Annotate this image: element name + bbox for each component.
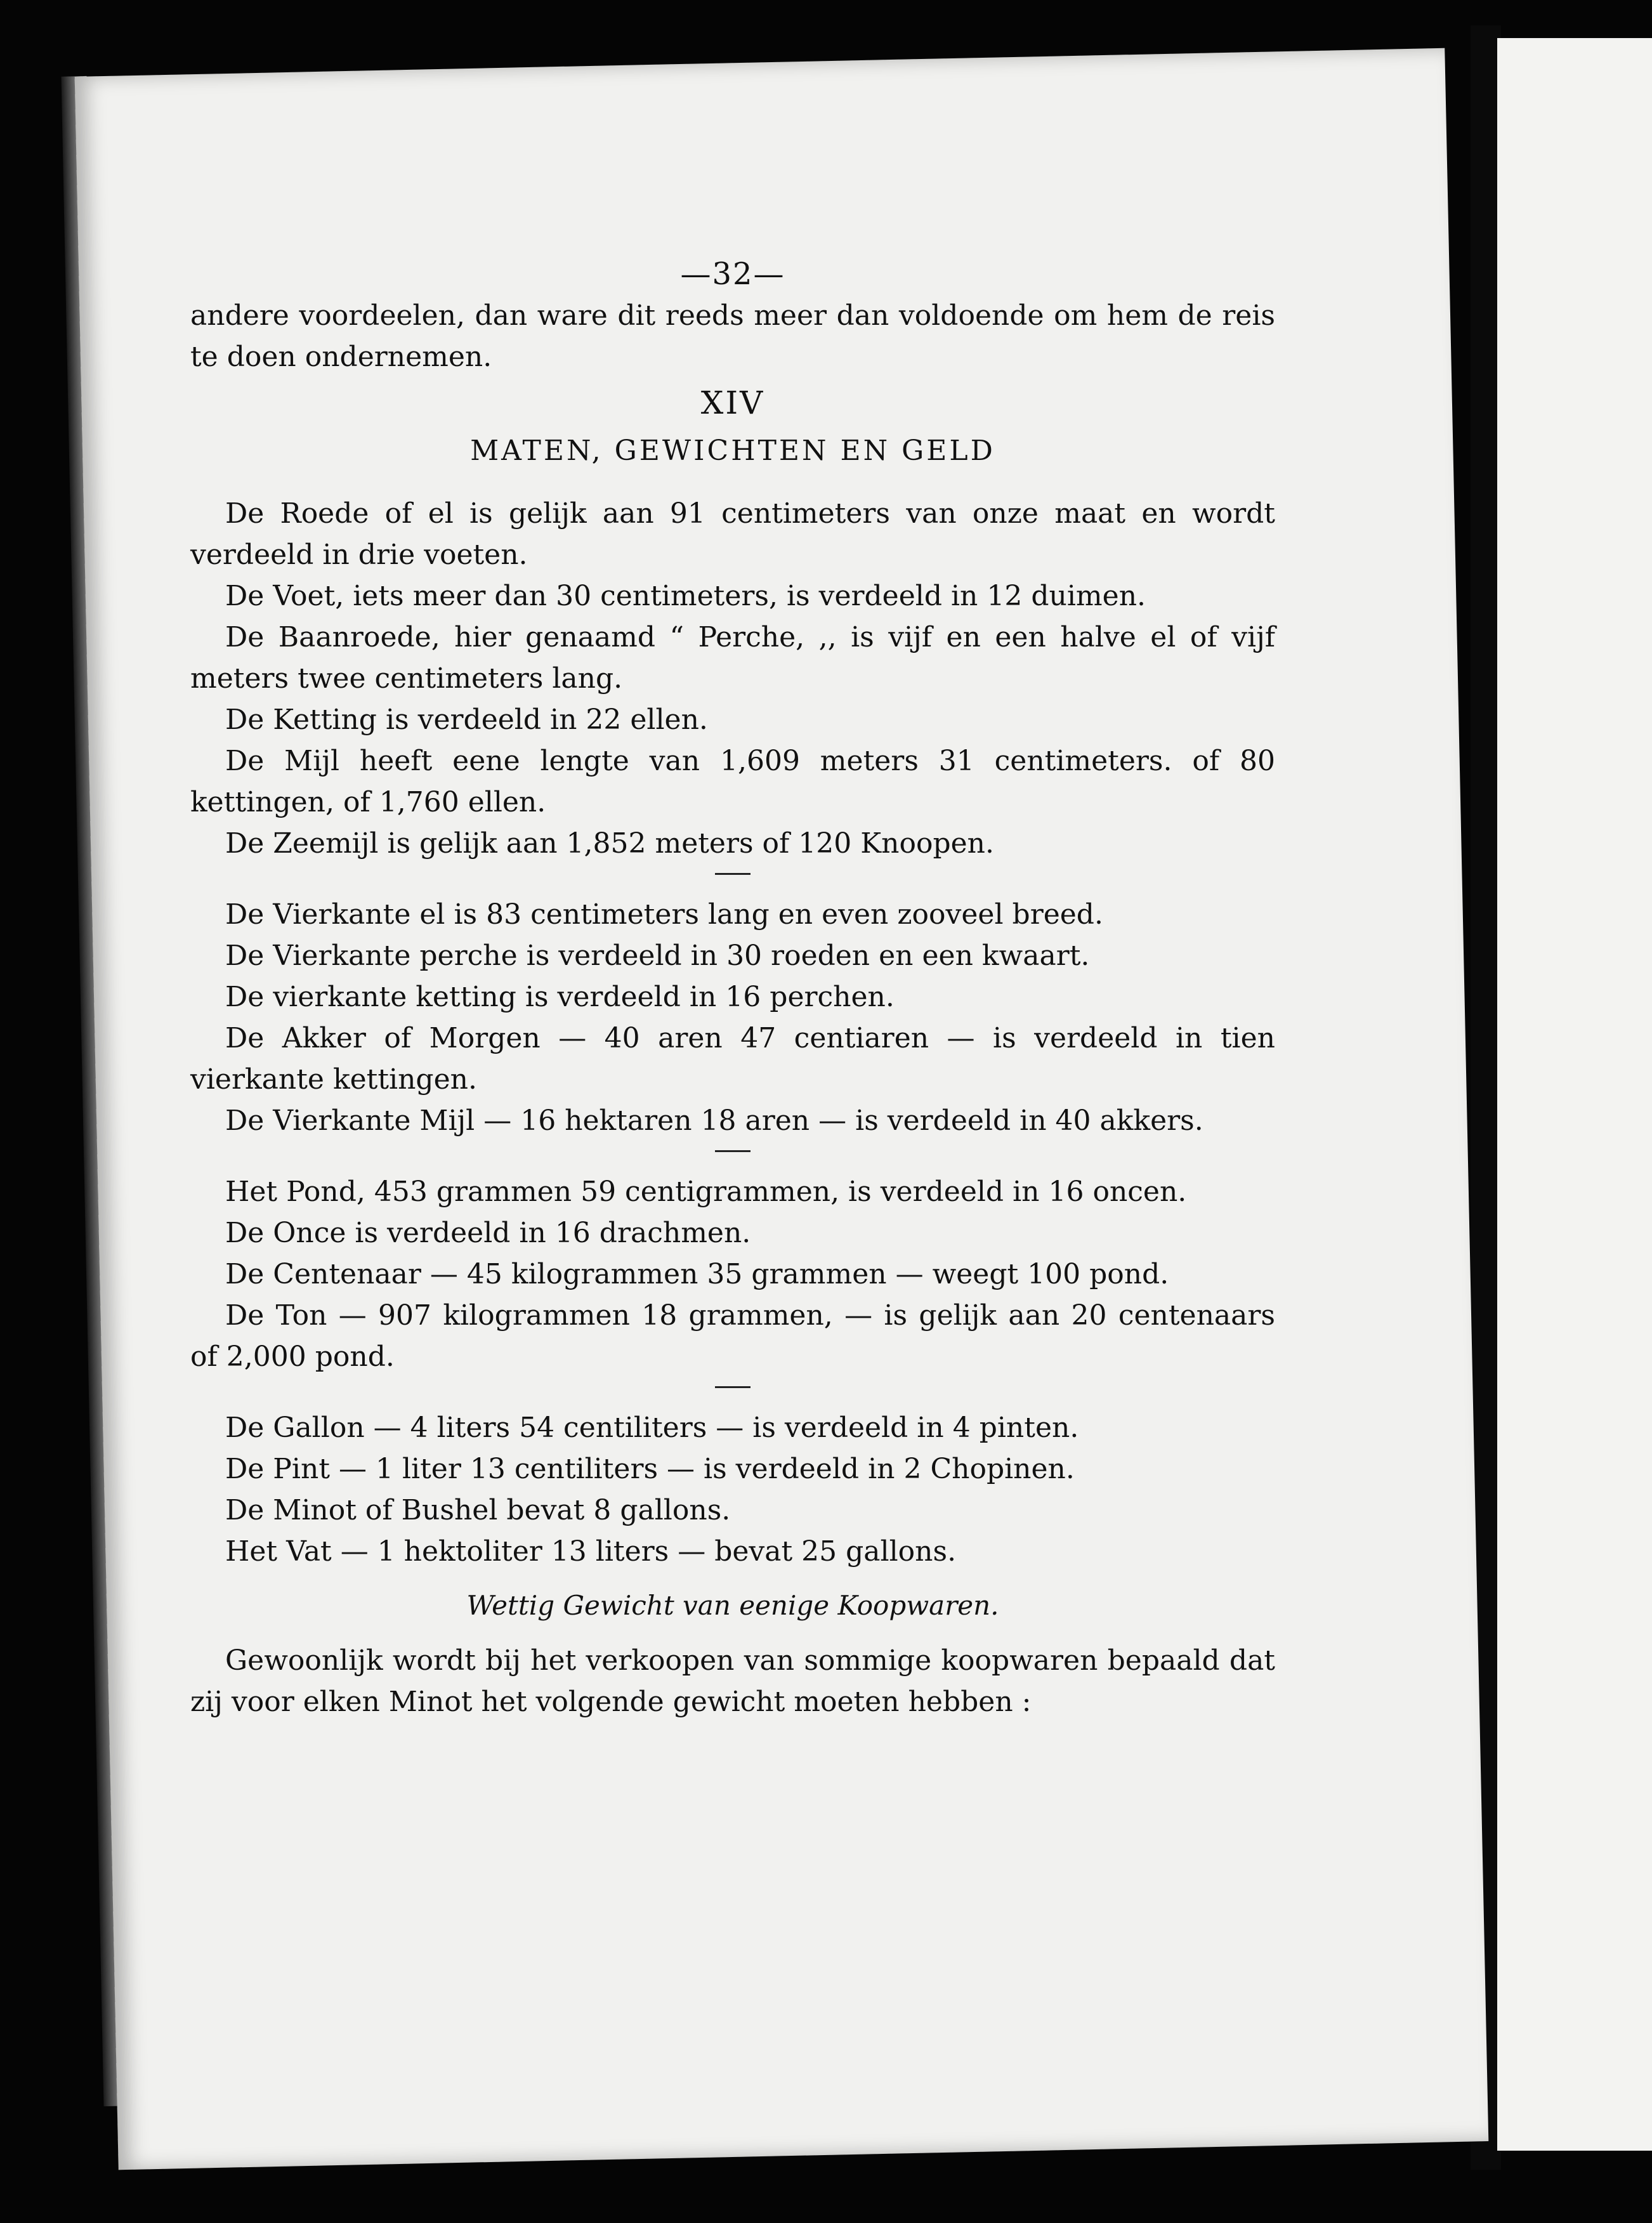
section-divider	[715, 873, 751, 875]
paragraph: De Vierkante Mijl — 16 hektaren 18 aren — is verdeeld in 40 akkers.	[225, 1105, 1203, 1137]
section-divider	[715, 1150, 751, 1152]
subheading: Wettig Gewicht van eenige Koopwaren.	[466, 1590, 999, 1621]
paragraph: De Once is verdeeld in 16 drachmen.	[225, 1217, 751, 1249]
paragraph: De Akker of Morgen — 40 aren 47 centiaren — is verdeeld in tien vierkante kettingen.	[190, 1022, 1275, 1096]
paragraph: De Vierkante el is 83 centimeters lang en even zooveel breed.	[225, 898, 1103, 931]
paragraph: De Ton — 907 kilogrammen 18 grammen, — is gelijk aan 20 centenaars of 2,000 pond.	[190, 1299, 1275, 1373]
page-number: —32—	[680, 256, 785, 292]
paragraph: De Zeemijl is gelijk aan 1,852 meters of 120 Knoopen.	[225, 827, 994, 860]
weight-measures	[190, 1171, 1275, 1377]
facing-page-edge	[1497, 38, 1652, 2151]
paragraph: Het Pond, 453 grammen 59 centigrammen, is verdeeld in 16 oncen.	[225, 1176, 1187, 1208]
chapter-number: XIV	[700, 384, 765, 421]
paragraph: De Baanroede, hier genaamd “ Perche, ,, is vijf en een halve el of vijf meters twee centimeters lang.	[190, 621, 1275, 695]
section-divider	[715, 1386, 751, 1388]
paragraph: Het Vat — 1 hektoliter 13 liters — bevat 25 gallons.	[225, 1535, 957, 1568]
intro-paragraph: andere voordeelen, dan ware dit reeds meer dan voldoende om hem de reis te doen ondernemen.	[190, 299, 1275, 373]
paragraph: De Mijl heeft eene lengte van 1,609 meters 31 centimeters. of 80 kettingen, of 1,760 ellen.	[190, 745, 1275, 818]
paragraph: De Centenaar — 45 kilogrammen 35 grammen — weegt 100 pond.	[225, 1258, 1169, 1290]
paragraph: De Roede of el is gelijk aan 91 centimeters van onze maat en wordt verdeeld in drie voeten.	[190, 497, 1275, 571]
paragraph: De Minot of Bushel bevat 8 gallons.	[225, 1494, 731, 1526]
paragraph: De vierkante ketting is verdeeld in 16 perchen.	[225, 981, 895, 1013]
paragraph: De Voet, iets meer dan 30 centimeters, is verdeeld in 12 duimen.	[225, 580, 1146, 612]
paragraph: De Pint — 1 liter 13 centiliters — is verdeeld in 2 Chopinen.	[225, 1453, 1075, 1485]
paragraph: De Ketting is verdeeld in 22 ellen.	[225, 704, 708, 736]
chapter-title: MATEN, GEWICHTEN EN GELD	[470, 435, 995, 467]
volume-measures	[190, 1407, 1275, 1572]
page-content	[190, 178, 1275, 1722]
length-measures	[190, 493, 1275, 864]
closing-paragraph: Gewoonlijk wordt bij het verkoopen van sommige koopwaren bepaald dat zij voor elken Minot het volgende gewicht moeten hebben :	[190, 1644, 1275, 1718]
paragraph: De Vierkante perche is verdeeld in 30 roeden en een kwaart.	[225, 940, 1090, 972]
area-measures	[190, 894, 1275, 1141]
paragraph: De Gallon — 4 liters 54 centiliters — is verdeeld in 4 pinten.	[225, 1412, 1079, 1444]
